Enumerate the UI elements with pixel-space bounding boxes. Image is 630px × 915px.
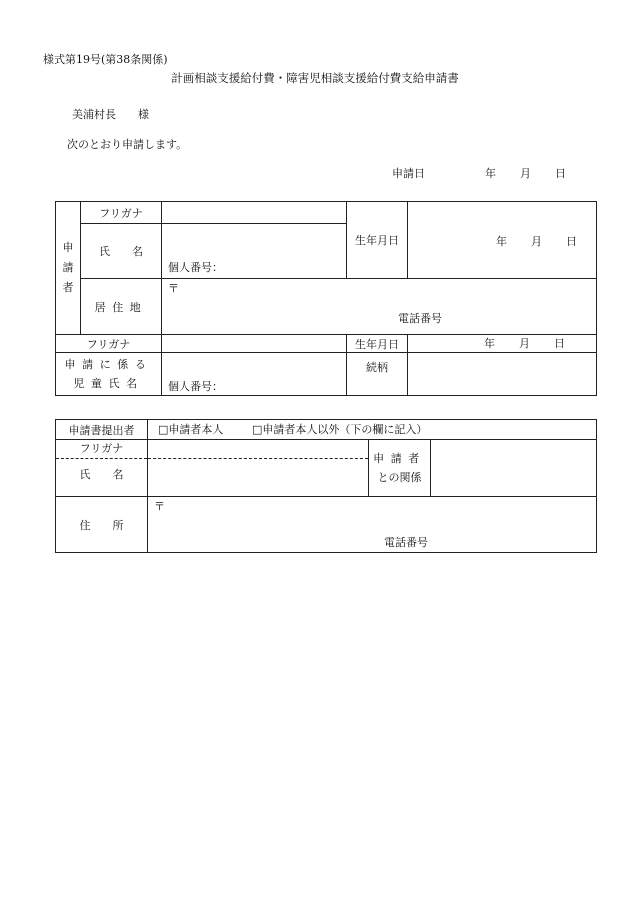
submitter-table [55,419,597,553]
applicant-furigana-input[interactable] [162,202,347,224]
submitter-name-label [56,440,148,497]
addressee-name: 美浦村長 [72,108,116,121]
submitter-relationship-label [369,440,431,497]
child-label-line2: 児童氏名 [73,377,144,390]
applicant-birth-month: 月 [531,235,542,248]
applicant-birth-day: 日 [566,235,577,248]
child-furigana-input[interactable] [162,335,347,353]
submitter-name-input[interactable] [148,440,369,497]
submitter-label: 申請書提出者 [56,420,148,440]
child-individual-number-label: 個人番号： [168,380,223,393]
applicant-name-label: 氏 名 [81,224,162,279]
submitter-relation-line1: 申請者 [373,452,426,465]
child-birth-day: 日 [554,337,565,350]
submitter-address-label: 住 所 [56,497,148,553]
child-relationship-label: 続柄 [347,353,408,396]
applicant-birth-year: 年 [496,235,507,248]
applicant-individual-number-label: 個人番号： [168,261,223,274]
submitter-phone-label: 電話番号 [384,536,428,549]
addressee-honorific: 様 [138,108,149,121]
applicant-address-input[interactable] [162,279,597,335]
submitter-address-input[interactable] [148,497,597,553]
child-name-label [56,353,162,396]
application-date-day: 日 [555,167,566,180]
application-date-month: 月 [520,167,531,180]
intro-text: 次のとおり申請します。 [67,138,188,151]
child-relationship-input[interactable] [408,353,597,396]
child-furigana-label: フリガナ [56,335,162,353]
submitter-options [148,420,597,440]
applicant-section-label: 申 請 者 [56,202,81,335]
submitter-name-text: 氏 名 [79,468,124,481]
submitter-relationship-input[interactable] [431,440,597,497]
application-date-year: 年 [485,167,496,180]
child-birth-month: 月 [519,337,530,350]
submitter-postal-mark: 〒 [154,500,165,513]
applicant-table [55,201,597,396]
child-name-input[interactable] [162,353,347,396]
child-birth-year: 年 [484,337,495,350]
application-date-label: 申請日 [392,167,425,180]
applicant-phone-label: 電話番号 [398,312,442,325]
submitter-furigana-input[interactable] [148,440,368,459]
submitter-option-self[interactable]: □申請者本人 [158,423,224,436]
addressee [72,109,149,120]
child-label-line1: 申請に係る [64,358,153,371]
child-birth-date-label: 生年月日 [347,335,408,353]
child-birth-date-input[interactable] [408,335,597,353]
applicant-postal-mark: 〒 [168,282,179,295]
document-title: 計画相談支援給付費・障害児相談支援給付費支給申請書 [171,71,459,85]
applicant-address-label: 居住地 [81,279,162,335]
applicant-furigana-label: フリガナ [81,202,162,224]
submitter-relation-line2: との関係 [377,471,422,484]
applicant-name-input[interactable] [162,224,347,279]
submitter-option-other[interactable]: □申請者本人以外（下の欄に記入） [252,423,428,436]
applicant-birth-date-label: 生年月日 [347,202,408,279]
form-number: 様式第19号(第38条関係) [43,53,168,66]
applicant-birth-date-input[interactable] [408,202,597,279]
submitter-furigana-label: フリガナ [56,440,147,459]
